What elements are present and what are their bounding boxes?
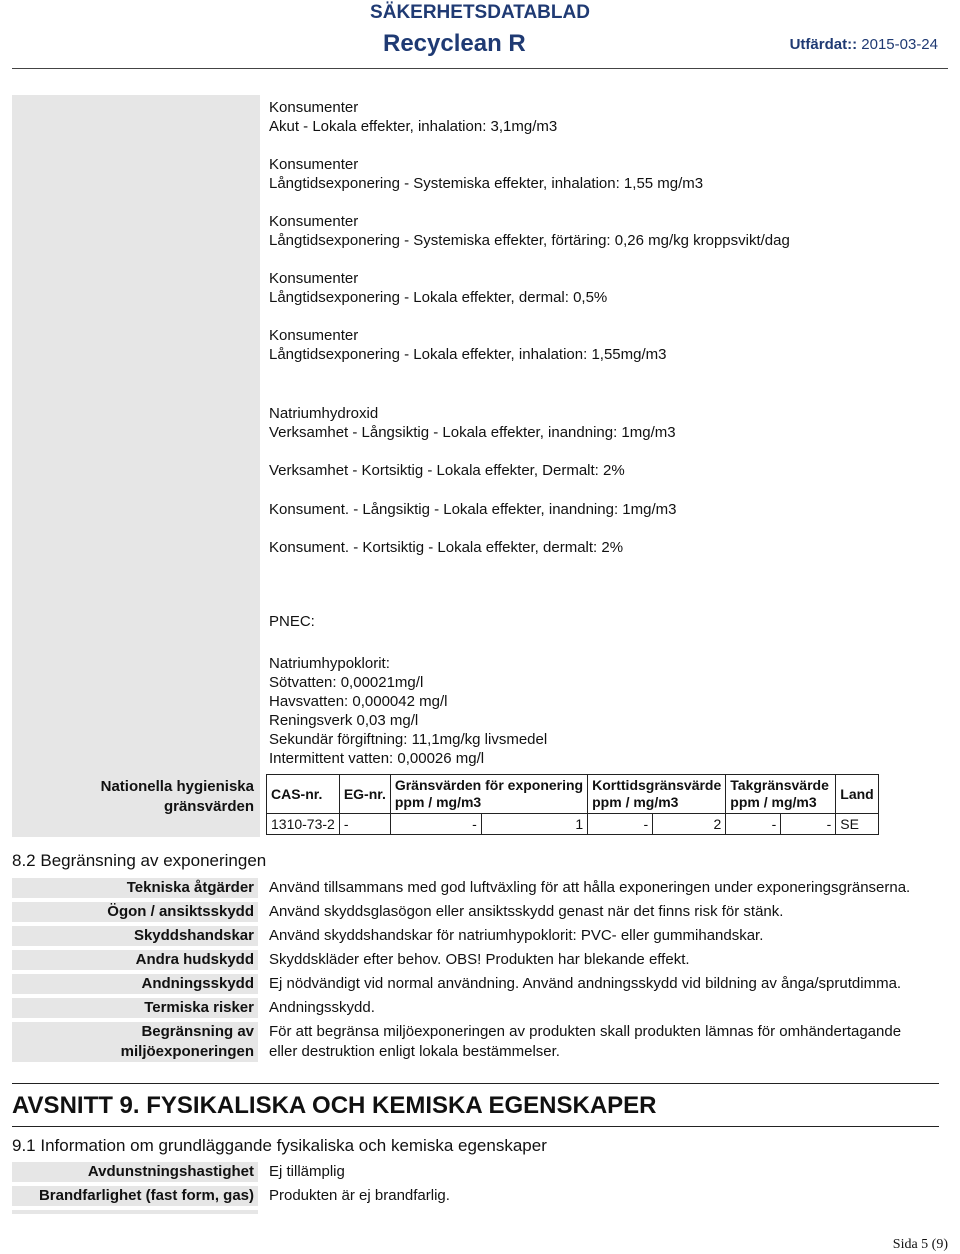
dnel-line: Konsumenter	[269, 270, 359, 287]
limits-header-row	[267, 775, 879, 814]
product-name: Recyclean R	[383, 30, 526, 57]
national-limits-label: Nationella hygieniska gränsvärden	[100, 778, 254, 815]
natrium-title: Natriumhydroxid	[269, 405, 379, 422]
issued-date	[790, 36, 938, 53]
header-country: Land	[836, 775, 878, 814]
section-8-2-title: 8.2 Begränsning av exponeringen	[12, 851, 267, 870]
value-skin-protection: Skyddskläder efter behov. OBS! Produkten har blekande effekt.	[269, 951, 690, 968]
label-strip	[12, 1210, 258, 1214]
cell-cas: 1310-73-2	[267, 814, 340, 835]
label-respiratory: Andningsskydd	[12, 974, 258, 994]
dnel-line: Långtidsexponering - Lokala effekter, dermal: 0,5%	[269, 289, 608, 306]
pnec-line: Reningsverk 0,03 mg/l	[269, 712, 419, 729]
label-flammability: Brandfarlighet (fast form, gas)	[12, 1186, 258, 1206]
value-gloves: Använd skyddshandskar för natriumhypoklorit: PVC- eller gummihandskar.	[269, 927, 764, 944]
issued-label: Utfärdat::	[789, 36, 858, 53]
natrium-line: Konsument. - Långsiktig - Lokala effekter, inandning: 1mg/m3	[269, 501, 677, 518]
label-evaporation: Avdunstningshastighet	[12, 1162, 258, 1182]
pnec-line: Sekundär förgiftning: 11,1mg/kg livsmedel	[269, 731, 548, 748]
page-number: Sida 5 (9)	[892, 1237, 948, 1252]
cell-kgv-mg: 2	[653, 814, 726, 835]
issued-value: 2015-03-24	[861, 36, 938, 53]
section-9-heading	[12, 1083, 939, 1127]
header-eg: EG-nr.	[339, 775, 390, 814]
natrium-line: Verksamhet - Långsiktig - Lokala effekter, inandning: 1mg/m3	[269, 424, 676, 441]
label-skin-protection: Andra hudskydd	[12, 950, 258, 970]
natrium-line: Konsument. - Kortsiktig - Lokala effekter, dermalt: 2%	[269, 539, 624, 556]
header-exposure-limit: Gränsvärden för exponering ppm / mg/m3	[390, 775, 587, 814]
dnel-line: Konsumenter	[269, 213, 359, 230]
label-thermal: Termiska risker	[12, 998, 258, 1018]
value-eye-protection: Använd skyddsglasögon eller ansiktsskydd genast när det finns risk för stänk.	[269, 903, 784, 920]
header-cas: CAS-nr.	[267, 775, 340, 814]
label-technical-measures: Tekniska åtgärder	[12, 878, 258, 898]
label-column	[12, 95, 260, 837]
dnel-line: Långtidsexponering - Systemiska effekter, förtäring: 0,26 mg/kg kroppsvikt/dag	[269, 232, 790, 249]
cell-gv-mg: 1	[481, 814, 587, 835]
value-technical-measures: Använd tillsammans med god luftväxling för att hålla exponeringen under exponeringsgränserna.	[269, 879, 911, 896]
cell-eg: -	[339, 814, 390, 835]
pnec-line: Havsvatten: 0,000042 mg/l	[269, 693, 448, 710]
section-9-heading-text: AVSNITT 9. FYSIKALISKA OCH KEMISKA EGENSKAPER	[12, 1092, 657, 1119]
label-gloves: Skyddshandskar	[12, 926, 258, 946]
label-eye-protection: Ögon / ansiktsskydd	[12, 902, 258, 922]
label-environmental: Begränsning av miljöexponeringen	[12, 1022, 258, 1062]
natrium-line: Verksamhet - Kortsiktig - Lokala effekter, Dermalt: 2%	[269, 462, 625, 479]
dnel-line: Konsumenter	[269, 156, 359, 173]
cell-gv-ppm: -	[390, 814, 481, 835]
dnel-line: Akut - Lokala effekter, inhalation: 3,1mg/m3	[269, 118, 558, 135]
document-title: SÄKERHETSDATABLAD	[370, 2, 590, 23]
section-9-1-title: 9.1 Information om grundläggande fysikaliska och kemiska egenskaper	[12, 1136, 547, 1155]
pnec-line: Sötvatten: 0,00021mg/l	[269, 674, 424, 691]
table-row	[267, 814, 879, 835]
cell-kgv-ppm: -	[588, 814, 653, 835]
header-divider	[12, 68, 948, 69]
value-evaporation: Ej tillämplig	[269, 1163, 345, 1180]
dnel-line: Långtidsexponering - Systemiska effekter, inhalation: 1,55 mg/m3	[269, 175, 704, 192]
cell-tgv-mg: -	[781, 814, 836, 835]
dnel-line: Konsumenter	[269, 99, 359, 116]
value-thermal: Andningsskydd.	[269, 999, 375, 1016]
header-short-term-limit: Korttidsgränsvärde ppm / mg/m3	[588, 775, 726, 814]
cell-tgv-ppm: -	[726, 814, 781, 835]
pnec-line: Natriumhypoklorit:	[269, 655, 390, 672]
limits-table	[266, 774, 879, 835]
dnel-line: Konsumenter	[269, 327, 359, 344]
value-environmental: För att begränsa miljöexponeringen av produkten skall produkten lämnas för omhändertagande eller destruktion enligt lokala bestämmelser.	[269, 1023, 902, 1060]
header-ceiling-limit: Takgränsvärde ppm / mg/m3	[726, 775, 836, 814]
value-respiratory: Ej nödvändigt vid normal användning. Använd andningsskydd vid bildning av ånga/sprutdimma.	[269, 975, 902, 992]
pnec-line: Intermittent vatten: 0,00026 mg/l	[269, 750, 485, 767]
pnec-title: PNEC:	[269, 613, 315, 630]
dnel-line: Långtidsexponering - Lokala effekter, inhalation: 1,55mg/m3	[269, 346, 667, 363]
value-flammability: Produkten är ej brandfarlig.	[269, 1187, 450, 1204]
cell-country: SE	[836, 814, 878, 835]
